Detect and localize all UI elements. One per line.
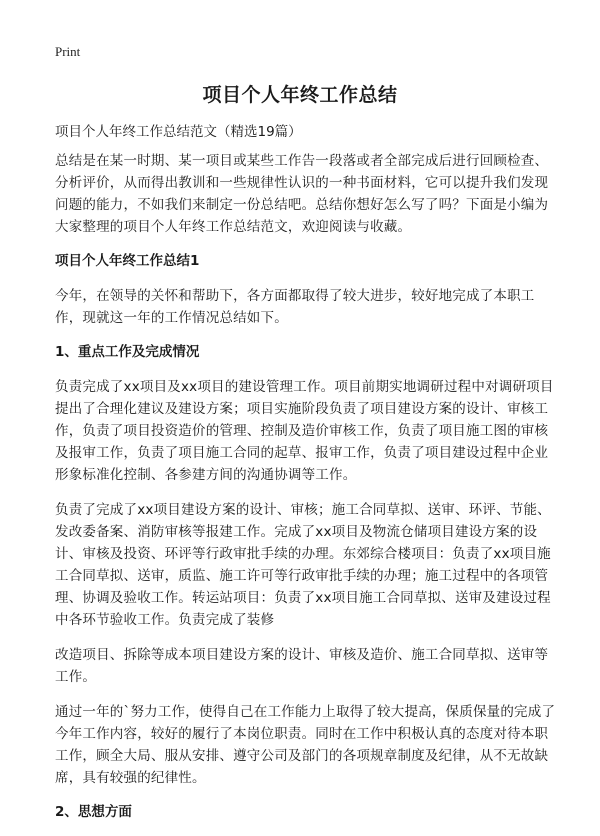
paragraph-project-details: 负责了完成了xx项目建设方案的设计、审核；施工合同草拟、送审、环评、节能、发改委备案、消防审核等报建工作。完成了xx项目及物流仓储项目建设方案的设计、审核及投资、环评等行政审批手续的办理。东郊综合楼项目：负责了xx项目施工合同草拟、送审，质监、施工许可等行政审批手续的办理；施工过程中的各项管理、协调及验收工作。转运站项目：负责了xx项目施工合同草拟、送审及建设过程中各环节验收工作。负责完成了装修 — [55, 502, 551, 628]
document-body — [55, 150, 560, 836]
heading-key-work: 1、重点工作及完成情况 — [55, 344, 200, 360]
print-label: Print — [55, 44, 81, 59]
document-subtitle: 项目个人年终工作总结范文（精选19篇） — [55, 124, 302, 140]
paragraph-renovation: 改造项目、拆除等成本项目建设方案的设计、审核及造价、施工合同草拟、送审等工作。 — [55, 647, 549, 685]
paragraph-summary: 通过一年的`努力工作，使得自己在工作能力上取得了较大提高，保质保量的完成了今年工作内容，较好的履行了本岗位职责。同时在工作中积极认真的态度对待本职工作，顾全大局、服从安排、遵守公司及部门的各项规章制度及纪律，从不无故缺席，具有较强的纪律性。 — [55, 704, 556, 786]
section-heading: 项目个人年终工作总结1 — [55, 253, 200, 269]
document-title: 项目个人年终工作总结 — [202, 84, 398, 106]
heading-ideology: 2、思想方面 — [55, 804, 132, 820]
opening-paragraph: 今年，在领导的关怀和帮助下，各方面都取得了较大进步，较好地完成了本职工作，现就这一年的工作情况总结如下。 — [55, 288, 535, 326]
intro-paragraph: 总结是在某一时期、某一项目或某些工作告一段落或者全部完成后进行回顾检查、分析评价，从而得出教训和一些规律性认识的一种书面材料，它可以提升我们发现问题的能力，不如我们来制定一份总结吧。总结你想好怎么写了吗？下面是小编为大家整理的项目个人年终工作总结范文，欢迎阅读与收藏。 — [55, 153, 549, 235]
paragraph-project-management: 负责完成了xx项目及xx项目的建设管理工作。项目前期实地调研过程中对调研项目提出了合理化建议及建设方案；项目实施阶段负责了项目建设方案的设计、审核工作，负责了项目投资造价的管理、控制及造价审核工作，负责了项目施工图的审核及报审工作，负责了项目施工合同的起草、报审工作，负责了项目建设过程中企业形象标准化控制、各参建方间的沟通协调等工作。 — [55, 379, 554, 483]
